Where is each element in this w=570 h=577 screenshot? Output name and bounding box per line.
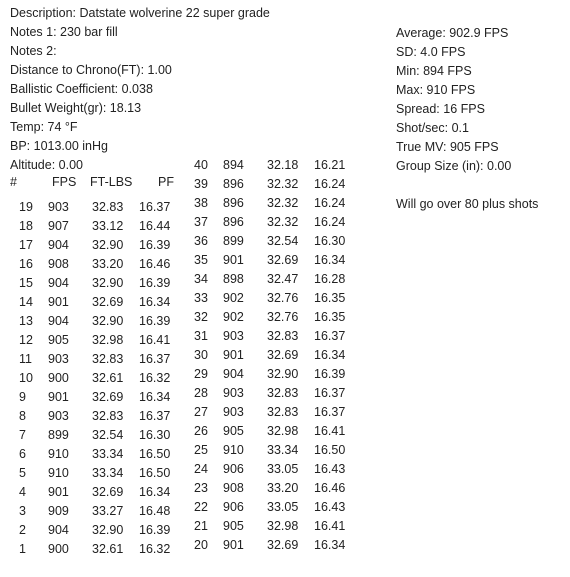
shot-ft-lbs: 32.18 (267, 158, 299, 172)
stat-shot-sec: Shot/sec: 0.1 (396, 121, 469, 135)
shot-ft-lbs: 33.27 (92, 504, 124, 518)
shot-pf: 16.50 (139, 466, 171, 480)
shot-fps: 901 (223, 348, 244, 362)
shot-number: 8 (19, 409, 26, 423)
shot-ft-lbs: 32.83 (267, 405, 299, 419)
description: Description: Datstate wolverine 22 super grade (10, 6, 270, 20)
shot-pf: 16.32 (139, 371, 171, 385)
shot-ft-lbs: 32.32 (267, 196, 299, 210)
shot-fps: 906 (223, 500, 244, 514)
stat-spread: Spread: 16 FPS (396, 102, 485, 116)
stat-sd: SD: 4.0 FPS (396, 45, 466, 59)
shot-number: 17 (19, 238, 33, 252)
shot-pf: 16.37 (314, 405, 346, 419)
shot-number: 29 (194, 367, 208, 381)
shot-pf: 16.41 (139, 333, 171, 347)
shot-ft-lbs: 33.20 (92, 257, 124, 271)
session-header (10, 4, 270, 175)
shot-fps: 896 (223, 177, 244, 191)
shot-fps: 910 (48, 447, 69, 461)
shot-fps: 908 (48, 257, 69, 271)
stats-panel (396, 24, 538, 214)
altitude: Altitude: 0.00 (10, 158, 83, 172)
shot-number: 4 (19, 485, 26, 499)
shot-number: 30 (194, 348, 208, 362)
shot-fps: 901 (48, 485, 69, 499)
shot-number: 34 (194, 272, 208, 286)
ballistic-coefficient: Ballistic Coefficient: 0.038 (10, 82, 153, 96)
shot-pf: 16.39 (139, 523, 171, 537)
shot-fps: 903 (48, 409, 69, 423)
shot-pf: 16.39 (139, 276, 171, 290)
stat-group-size: Group Size (in): 0.00 (396, 159, 512, 173)
shot-fps: 898 (223, 272, 244, 286)
shot-ft-lbs: 32.69 (267, 348, 299, 362)
shot-fps: 904 (48, 523, 69, 537)
shot-ft-lbs: 32.83 (267, 386, 299, 400)
shot-number: 3 (19, 504, 26, 518)
stat-average: Average: 902.9 FPS (396, 26, 509, 40)
shot-number: 39 (194, 177, 208, 191)
shot-ft-lbs: 32.76 (267, 291, 299, 305)
shot-number: 2 (19, 523, 26, 537)
shot-fps: 903 (48, 352, 69, 366)
shot-pf: 16.34 (139, 295, 171, 309)
shot-fps: 903 (223, 386, 244, 400)
temperature: Temp: 74 °F (10, 120, 78, 134)
shot-number: 37 (194, 215, 208, 229)
shot-ft-lbs: 33.34 (267, 443, 299, 457)
shot-ft-lbs: 32.90 (92, 238, 124, 252)
shot-pf: 16.37 (314, 386, 346, 400)
shot-ft-lbs: 32.54 (267, 234, 299, 248)
shot-fps: 905 (223, 424, 244, 438)
shot-number: 18 (19, 219, 33, 233)
shot-number: 26 (194, 424, 208, 438)
stat-min: Min: 894 FPS (396, 64, 472, 78)
shot-ft-lbs: 33.34 (92, 447, 124, 461)
shot-ft-lbs: 32.47 (267, 272, 299, 286)
shot-ft-lbs: 32.83 (267, 329, 299, 343)
bullet-weight: Bullet Weight(gr): 18.13 (10, 101, 142, 115)
shot-number: 40 (194, 158, 208, 172)
shot-pf: 16.37 (139, 200, 171, 214)
shot-pf: 16.48 (139, 504, 171, 518)
shot-pf: 16.39 (139, 314, 171, 328)
shot-pf: 16.43 (314, 462, 346, 476)
shot-number: 28 (194, 386, 208, 400)
shot-fps: 905 (48, 333, 69, 347)
shot-ft-lbs: 32.61 (92, 542, 124, 556)
shot-pf: 16.50 (139, 447, 171, 461)
shot-ft-lbs: 33.05 (267, 500, 299, 514)
shot-number: 20 (194, 538, 208, 552)
shot-number: 6 (19, 447, 26, 461)
shot-pf: 16.37 (139, 352, 171, 366)
shot-fps: 908 (223, 481, 244, 495)
shot-pf: 16.24 (314, 177, 346, 191)
shot-fps: 907 (48, 219, 69, 233)
shot-ft-lbs: 33.20 (267, 481, 299, 495)
notes-1: Notes 1: 230 bar fill (10, 25, 118, 39)
shot-ft-lbs: 32.69 (92, 390, 124, 404)
shot-ft-lbs: 32.69 (267, 538, 299, 552)
shot-ft-lbs: 32.54 (92, 428, 124, 442)
shot-fps: 910 (223, 443, 244, 457)
shot-pf: 16.28 (314, 272, 346, 286)
shot-fps: 904 (48, 314, 69, 328)
shot-number: 24 (194, 462, 208, 476)
shot-number: 11 (19, 352, 32, 366)
shot-ft-lbs: 32.69 (92, 295, 124, 309)
shot-number: 21 (194, 519, 208, 533)
shot-ft-lbs: 32.83 (92, 409, 124, 423)
shot-number: 1 (19, 542, 26, 556)
shot-ft-lbs: 32.90 (92, 314, 124, 328)
distance-to-chrono: Distance to Chrono(FT): 1.00 (10, 63, 172, 77)
shot-pf: 16.32 (139, 542, 171, 556)
shot-pf: 16.41 (314, 424, 346, 438)
shot-ft-lbs: 33.34 (92, 466, 124, 480)
shot-pf: 16.37 (314, 329, 346, 343)
column-header-ft-lbs: FT-LBS (90, 175, 133, 189)
shot-ft-lbs: 32.83 (92, 200, 124, 214)
shot-pf: 16.39 (139, 238, 171, 252)
shot-number: 23 (194, 481, 208, 495)
shot-fps: 904 (48, 276, 69, 290)
shot-fps: 910 (48, 466, 69, 480)
barometric-pressure: BP: 1013.00 inHg (10, 139, 108, 153)
column-header-number: # (10, 175, 17, 189)
shot-ft-lbs: 32.98 (267, 519, 299, 533)
shot-number: 32 (194, 310, 208, 324)
shot-number: 22 (194, 500, 208, 514)
shot-pf: 16.43 (314, 500, 346, 514)
shot-number: 31 (194, 329, 208, 343)
shot-number: 16 (19, 257, 33, 271)
shot-fps: 904 (48, 238, 69, 252)
shot-ft-lbs: 32.69 (267, 253, 299, 267)
shot-ft-lbs: 32.90 (92, 276, 124, 290)
shot-pf: 16.41 (314, 519, 346, 533)
shot-ft-lbs: 32.32 (267, 215, 299, 229)
shot-pf: 16.34 (314, 538, 346, 552)
shot-fps: 901 (48, 390, 69, 404)
shot-number: 33 (194, 291, 208, 305)
shot-fps: 903 (223, 329, 244, 343)
shot-pf: 16.34 (139, 390, 171, 404)
shot-number: 38 (194, 196, 208, 210)
shot-pf: 16.34 (139, 485, 171, 499)
shot-number: 13 (19, 314, 33, 328)
shot-number: 12 (19, 333, 33, 347)
shot-fps: 894 (223, 158, 244, 172)
shot-fps: 902 (223, 310, 244, 324)
shot-number: 27 (194, 405, 208, 419)
shot-fps: 905 (223, 519, 244, 533)
shot-fps: 903 (48, 200, 69, 214)
shot-fps: 900 (48, 542, 69, 556)
shot-ft-lbs: 32.98 (267, 424, 299, 438)
shot-fps: 901 (223, 253, 244, 267)
stat-true-mv: True MV: 905 FPS (396, 140, 499, 154)
column-header-pf: PF (158, 175, 174, 189)
shot-pf: 16.24 (314, 196, 346, 210)
shot-number: 25 (194, 443, 208, 457)
shot-fps: 901 (48, 295, 69, 309)
shot-fps: 896 (223, 196, 244, 210)
shot-pf: 16.21 (314, 158, 346, 172)
shot-fps: 903 (223, 405, 244, 419)
shot-pf: 16.34 (314, 253, 346, 267)
shot-ft-lbs: 32.98 (92, 333, 124, 347)
shot-pf: 16.30 (139, 428, 171, 442)
shot-fps: 902 (223, 291, 244, 305)
stat-max: Max: 910 FPS (396, 83, 476, 97)
shot-fps: 899 (223, 234, 244, 248)
shot-pf: 16.37 (139, 409, 171, 423)
shot-fps: 904 (223, 367, 244, 381)
shot-fps: 900 (48, 371, 69, 385)
shot-number: 19 (19, 200, 33, 214)
shot-number: 5 (19, 466, 26, 480)
shot-ft-lbs: 32.69 (92, 485, 124, 499)
shot-pf: 16.44 (139, 219, 171, 233)
shot-fps: 906 (223, 462, 244, 476)
shot-number: 9 (19, 390, 26, 404)
shot-fps: 896 (223, 215, 244, 229)
shot-fps: 899 (48, 428, 69, 442)
shot-pf: 16.34 (314, 348, 346, 362)
shot-ft-lbs: 32.90 (267, 367, 299, 381)
shot-pf: 16.30 (314, 234, 346, 248)
notes-2: Notes 2: (10, 44, 57, 58)
shot-number: 14 (19, 295, 33, 309)
shot-number: 10 (19, 371, 33, 385)
shot-ft-lbs: 33.12 (92, 219, 124, 233)
shot-pf: 16.35 (314, 291, 346, 305)
shot-ft-lbs: 32.32 (267, 177, 299, 191)
shot-ft-lbs: 32.76 (267, 310, 299, 324)
shot-number: 36 (194, 234, 208, 248)
shot-number: 7 (19, 428, 26, 442)
shot-pf: 16.35 (314, 310, 346, 324)
shot-ft-lbs: 33.05 (267, 462, 299, 476)
shot-number: 15 (19, 276, 33, 290)
shot-note: Will go over 80 plus shots (396, 197, 539, 211)
column-header-fps: FPS (52, 175, 77, 189)
shot-fps: 909 (48, 504, 69, 518)
shot-ft-lbs: 32.83 (92, 352, 124, 366)
shot-ft-lbs: 32.61 (92, 371, 124, 385)
shot-pf: 16.46 (314, 481, 346, 495)
shot-pf: 16.50 (314, 443, 346, 457)
shot-number: 35 (194, 253, 208, 267)
shot-pf: 16.24 (314, 215, 346, 229)
shot-fps: 901 (223, 538, 244, 552)
shot-pf: 16.46 (139, 257, 171, 271)
shot-pf: 16.39 (314, 367, 346, 381)
shot-ft-lbs: 32.90 (92, 523, 124, 537)
